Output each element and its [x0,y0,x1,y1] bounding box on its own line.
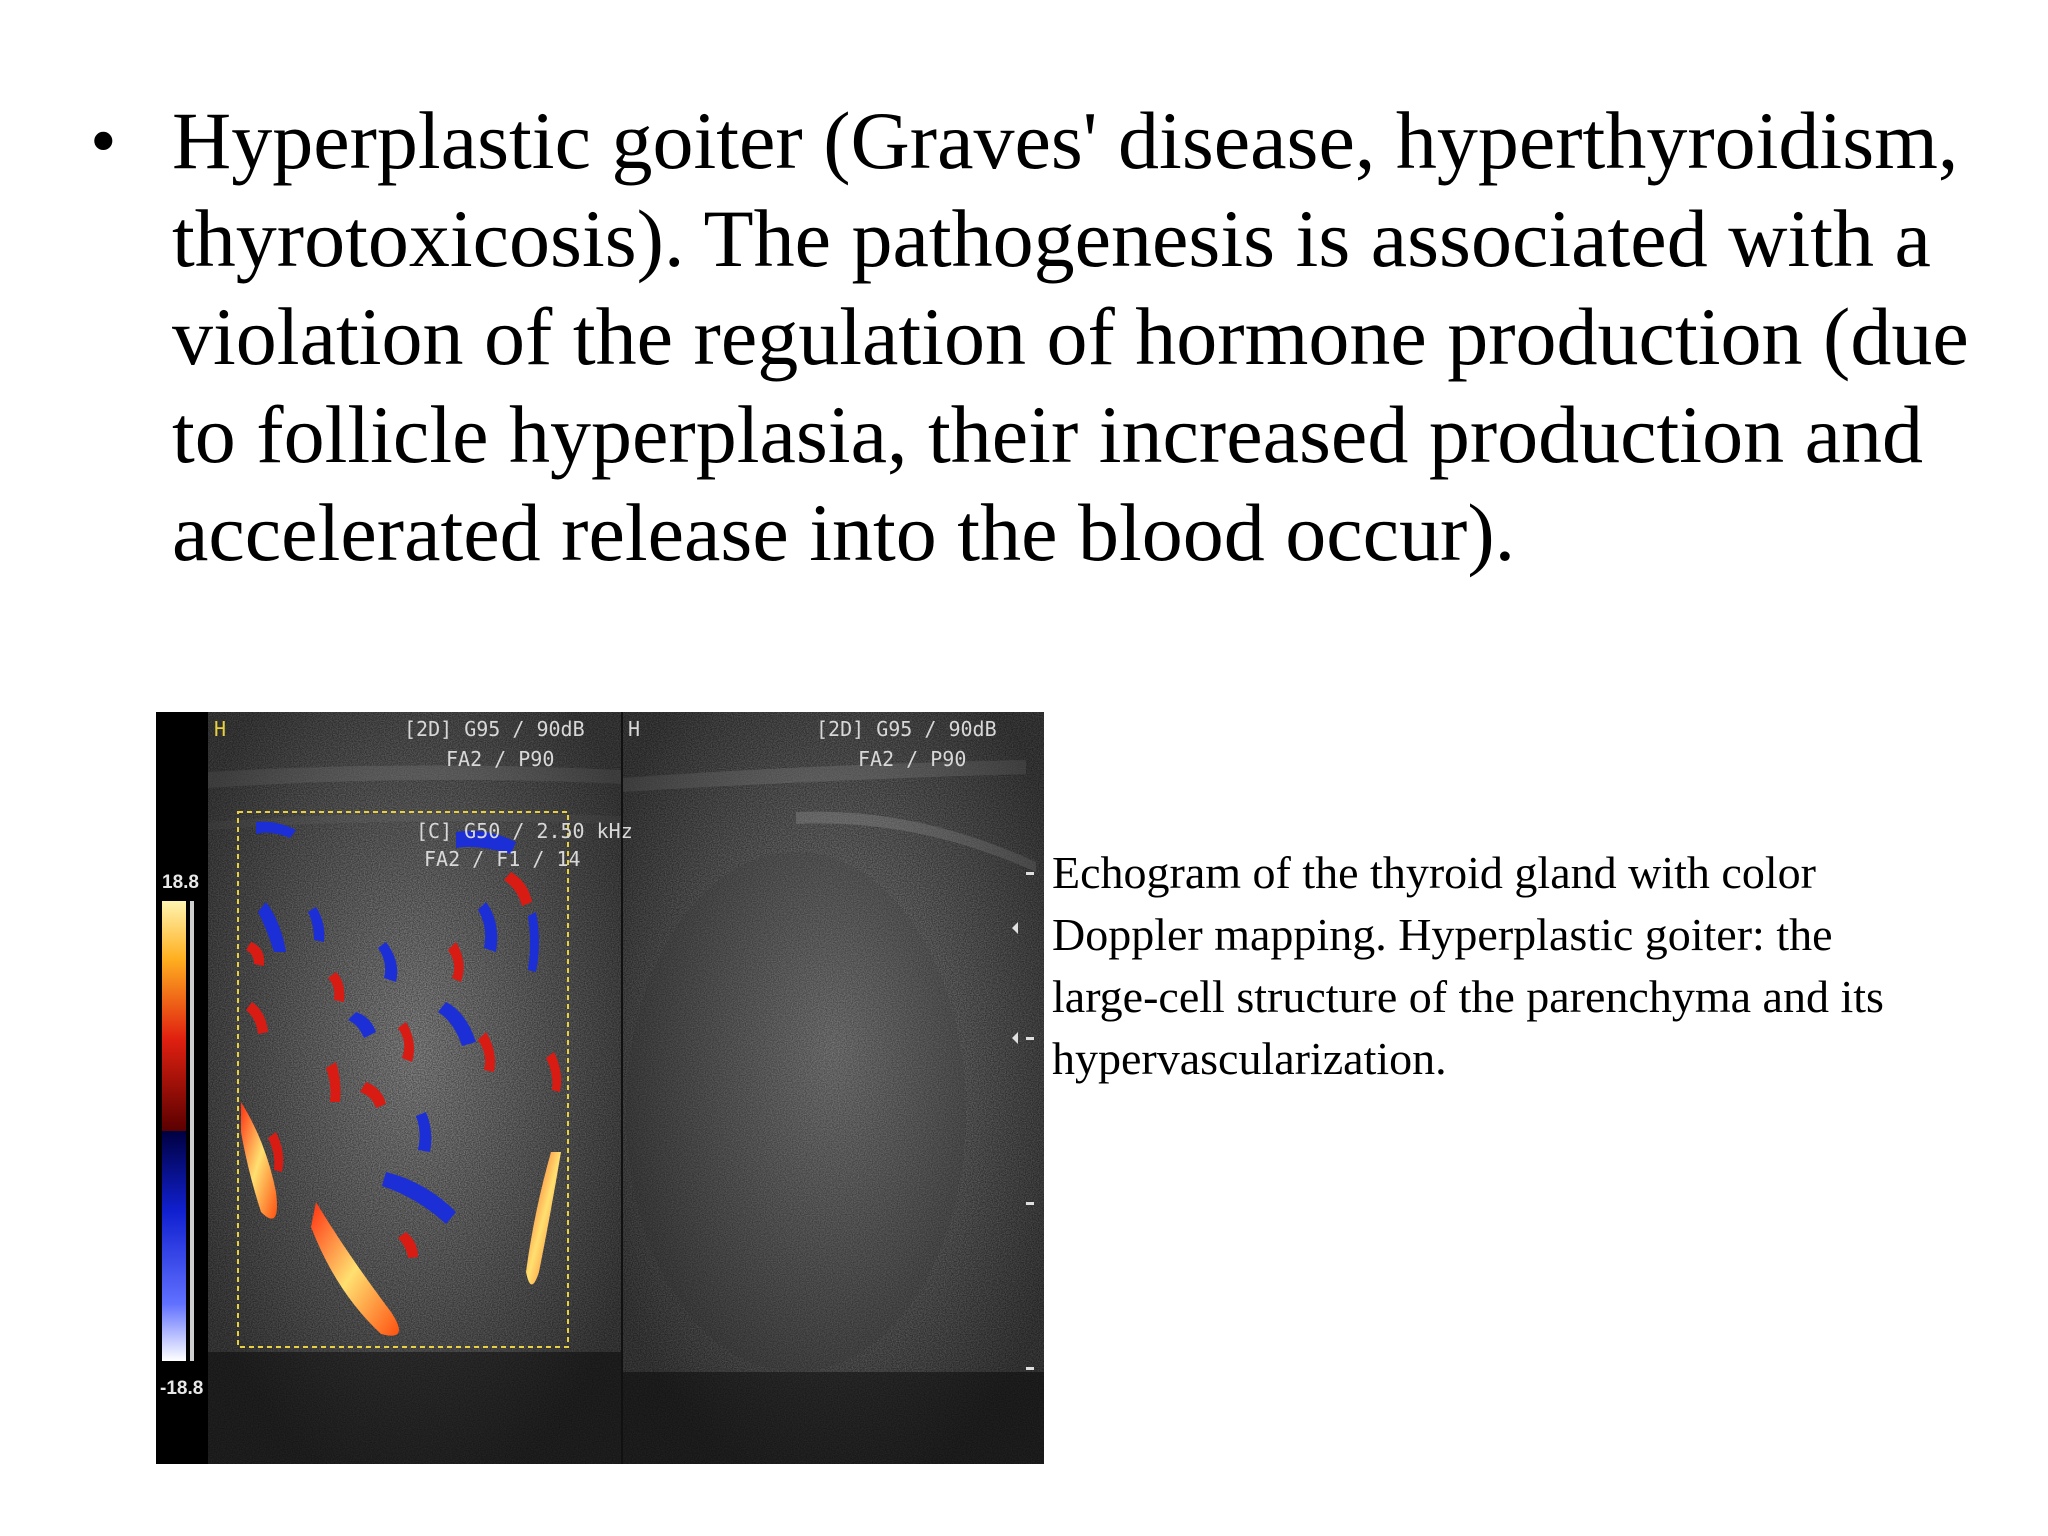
scale-max-label: 18.8 [162,872,199,893]
left-panel-gain-label: [2D] G95 / 90dB [404,717,585,741]
velocity-scale-positive [162,901,186,1131]
bullet-text: Hyperplastic goiter (Graves' disease, hyperthyroidism, thyrotoxicosis). The pathogenesis is associated with a violation of the regulation of hormone production (due to follicle hyperplasia, their increased production and accelerated release into the blood occur). [172,95,1969,578]
doppler-filter-label: FA2 / F1 / 14 [424,847,581,871]
velocity-scale-negative [162,1131,186,1361]
left-panel-frame-label: FA2 / P90 [446,747,555,771]
right-ultrasound-panel [622,712,1044,1464]
echogram-image [156,712,1044,1464]
left-panel-marker: H [214,717,227,741]
right-panel-marker: H [628,717,641,741]
scale-min-label: -18.8 [160,1378,204,1399]
doppler-settings-label: [C] G50 / 2.50 kHz [416,819,633,843]
bullet-marker: • [90,99,117,183]
right-panel-gain-label: [2D] G95 / 90dB [816,717,997,741]
image-caption: Echogram of the thyroid gland with color Doppler mapping. Hyperplastic goiter: the large-cell structure of the parenchyma and its hypervascularization. [1052,847,1884,1084]
right-panel-frame-label: FA2 / P90 [858,747,967,771]
